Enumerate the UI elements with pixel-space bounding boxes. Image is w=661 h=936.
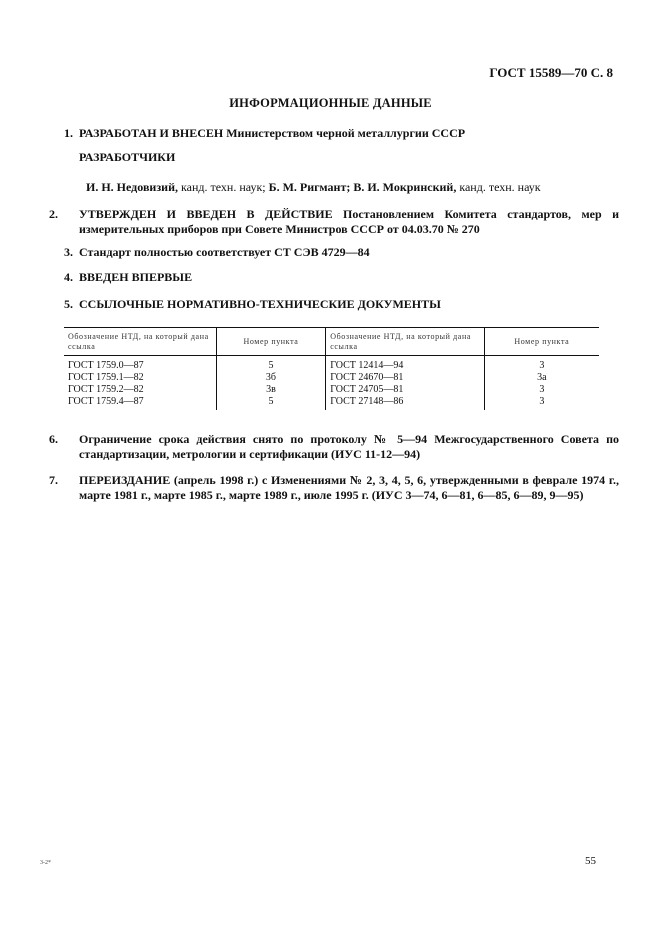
table-cell: 5 <box>216 396 326 410</box>
table-cell: 3 <box>539 384 545 395</box>
developer-2-degree: канд. техн. наук <box>456 180 541 194</box>
table-cell: ГОСТ 1759.0—87 <box>64 356 216 373</box>
item-6-number: 6. <box>49 432 58 446</box>
item-4 <box>64 270 604 285</box>
table-header-cell: Обозначение НТД, на который дана ссылка <box>64 328 216 356</box>
table-cell: ГОСТ 27148—86 <box>326 396 484 410</box>
developer-1-degree: канд. техн. наук; <box>178 180 269 194</box>
section-title: ИНФОРМАЦИОННЫЕ ДАННЫЕ <box>229 96 432 110</box>
table-header-row <box>64 328 599 356</box>
table-cell: 3б <box>216 372 326 384</box>
table-header-cell: Обозначение НТД, на который дана ссылка <box>326 328 484 356</box>
item-2 <box>49 207 619 237</box>
table-row <box>64 384 599 396</box>
item-6 <box>49 432 619 462</box>
item-7-text: ПЕРЕИЗДАНИЕ (апрель 1998 г.) с Изменениями № 2, 3, 4, 5, 6, утвержденными в феврале 1974 г., марте 1981 г., марте 1985 г., марте 1989 г., июле 1995 г. (ИУС 3—74, 6—81, 6—85, 6—89, 9—95) <box>79 473 619 502</box>
table-row <box>64 372 599 384</box>
table-cell: ГОСТ 24670—81 <box>326 372 484 384</box>
item-3-number: 3. <box>64 245 73 259</box>
table-cell: ГОСТ 24705—81 <box>326 384 484 396</box>
item-1 <box>64 126 604 141</box>
item-4-number: 4. <box>64 270 73 284</box>
table-cell: 3в <box>216 384 326 396</box>
item-5-text: ССЫЛОЧНЫЕ НОРМАТИВНО-ТЕХНИЧЕСКИЕ ДОКУМЕНТЫ <box>79 297 441 311</box>
table-cell: 5 <box>216 356 326 373</box>
table-cell: ГОСТ 12414—94 <box>326 356 484 373</box>
developer-2-name: Б. М. Ригмант; В. И. Мокринский, <box>268 180 457 194</box>
footer-print-mark: 3-2* <box>40 860 51 866</box>
developers-list <box>86 180 541 195</box>
table-row <box>64 396 599 410</box>
table-cell: 3 <box>539 396 545 407</box>
table-row <box>64 356 599 373</box>
developer-1-name: И. Н. Недовизий, <box>86 180 178 194</box>
table-cell: ГОСТ 1759.2—82 <box>64 384 216 396</box>
item-1-number: 1. <box>64 126 73 140</box>
document-header-code: ГОСТ 15589—70 С. 8 <box>489 65 613 80</box>
table-cell: ГОСТ 1759.1—82 <box>64 372 216 384</box>
item-1-text: РАЗРАБОТАН И ВНЕСЕН Министерством черной металлургии СССР <box>79 126 466 140</box>
item-2-number: 2. <box>49 207 58 221</box>
item-2-text: УТВЕРЖДЕН И ВВЕДЕН В ДЕЙСТВИЕ Постановлением Комитета стандартов, мер и измерительных приборов при Совете Министров СССР от 04.03.70 № 270 <box>79 207 619 236</box>
item-5 <box>64 297 604 312</box>
item-3-text: Стандарт полностью соответствует СТ СЭВ 4729—84 <box>79 245 370 259</box>
table-cell: 3а <box>537 372 547 383</box>
table-header-cell: Номер пункта <box>514 337 570 346</box>
table-cell: 3 <box>539 360 545 371</box>
item-3 <box>64 245 604 260</box>
item-6-text: Ограничение срока действия снято по протоколу № 5—94 Межгосударственного Совета по стандартизации, метрологии и сертификации (ИУС 11-12—94) <box>79 432 619 461</box>
developers-title: РАЗРАБОТЧИКИ <box>79 150 176 164</box>
reference-documents-table <box>64 327 599 410</box>
table-header-cell: Номер пункта <box>216 328 326 356</box>
item-7 <box>49 473 619 503</box>
item-7-number: 7. <box>49 473 58 487</box>
item-4-text: ВВЕДЕН ВПЕРВЫЕ <box>79 270 193 284</box>
item-5-number: 5. <box>64 297 73 311</box>
page-number: 55 <box>585 855 596 867</box>
table-cell: ГОСТ 1759.4—87 <box>64 396 216 410</box>
